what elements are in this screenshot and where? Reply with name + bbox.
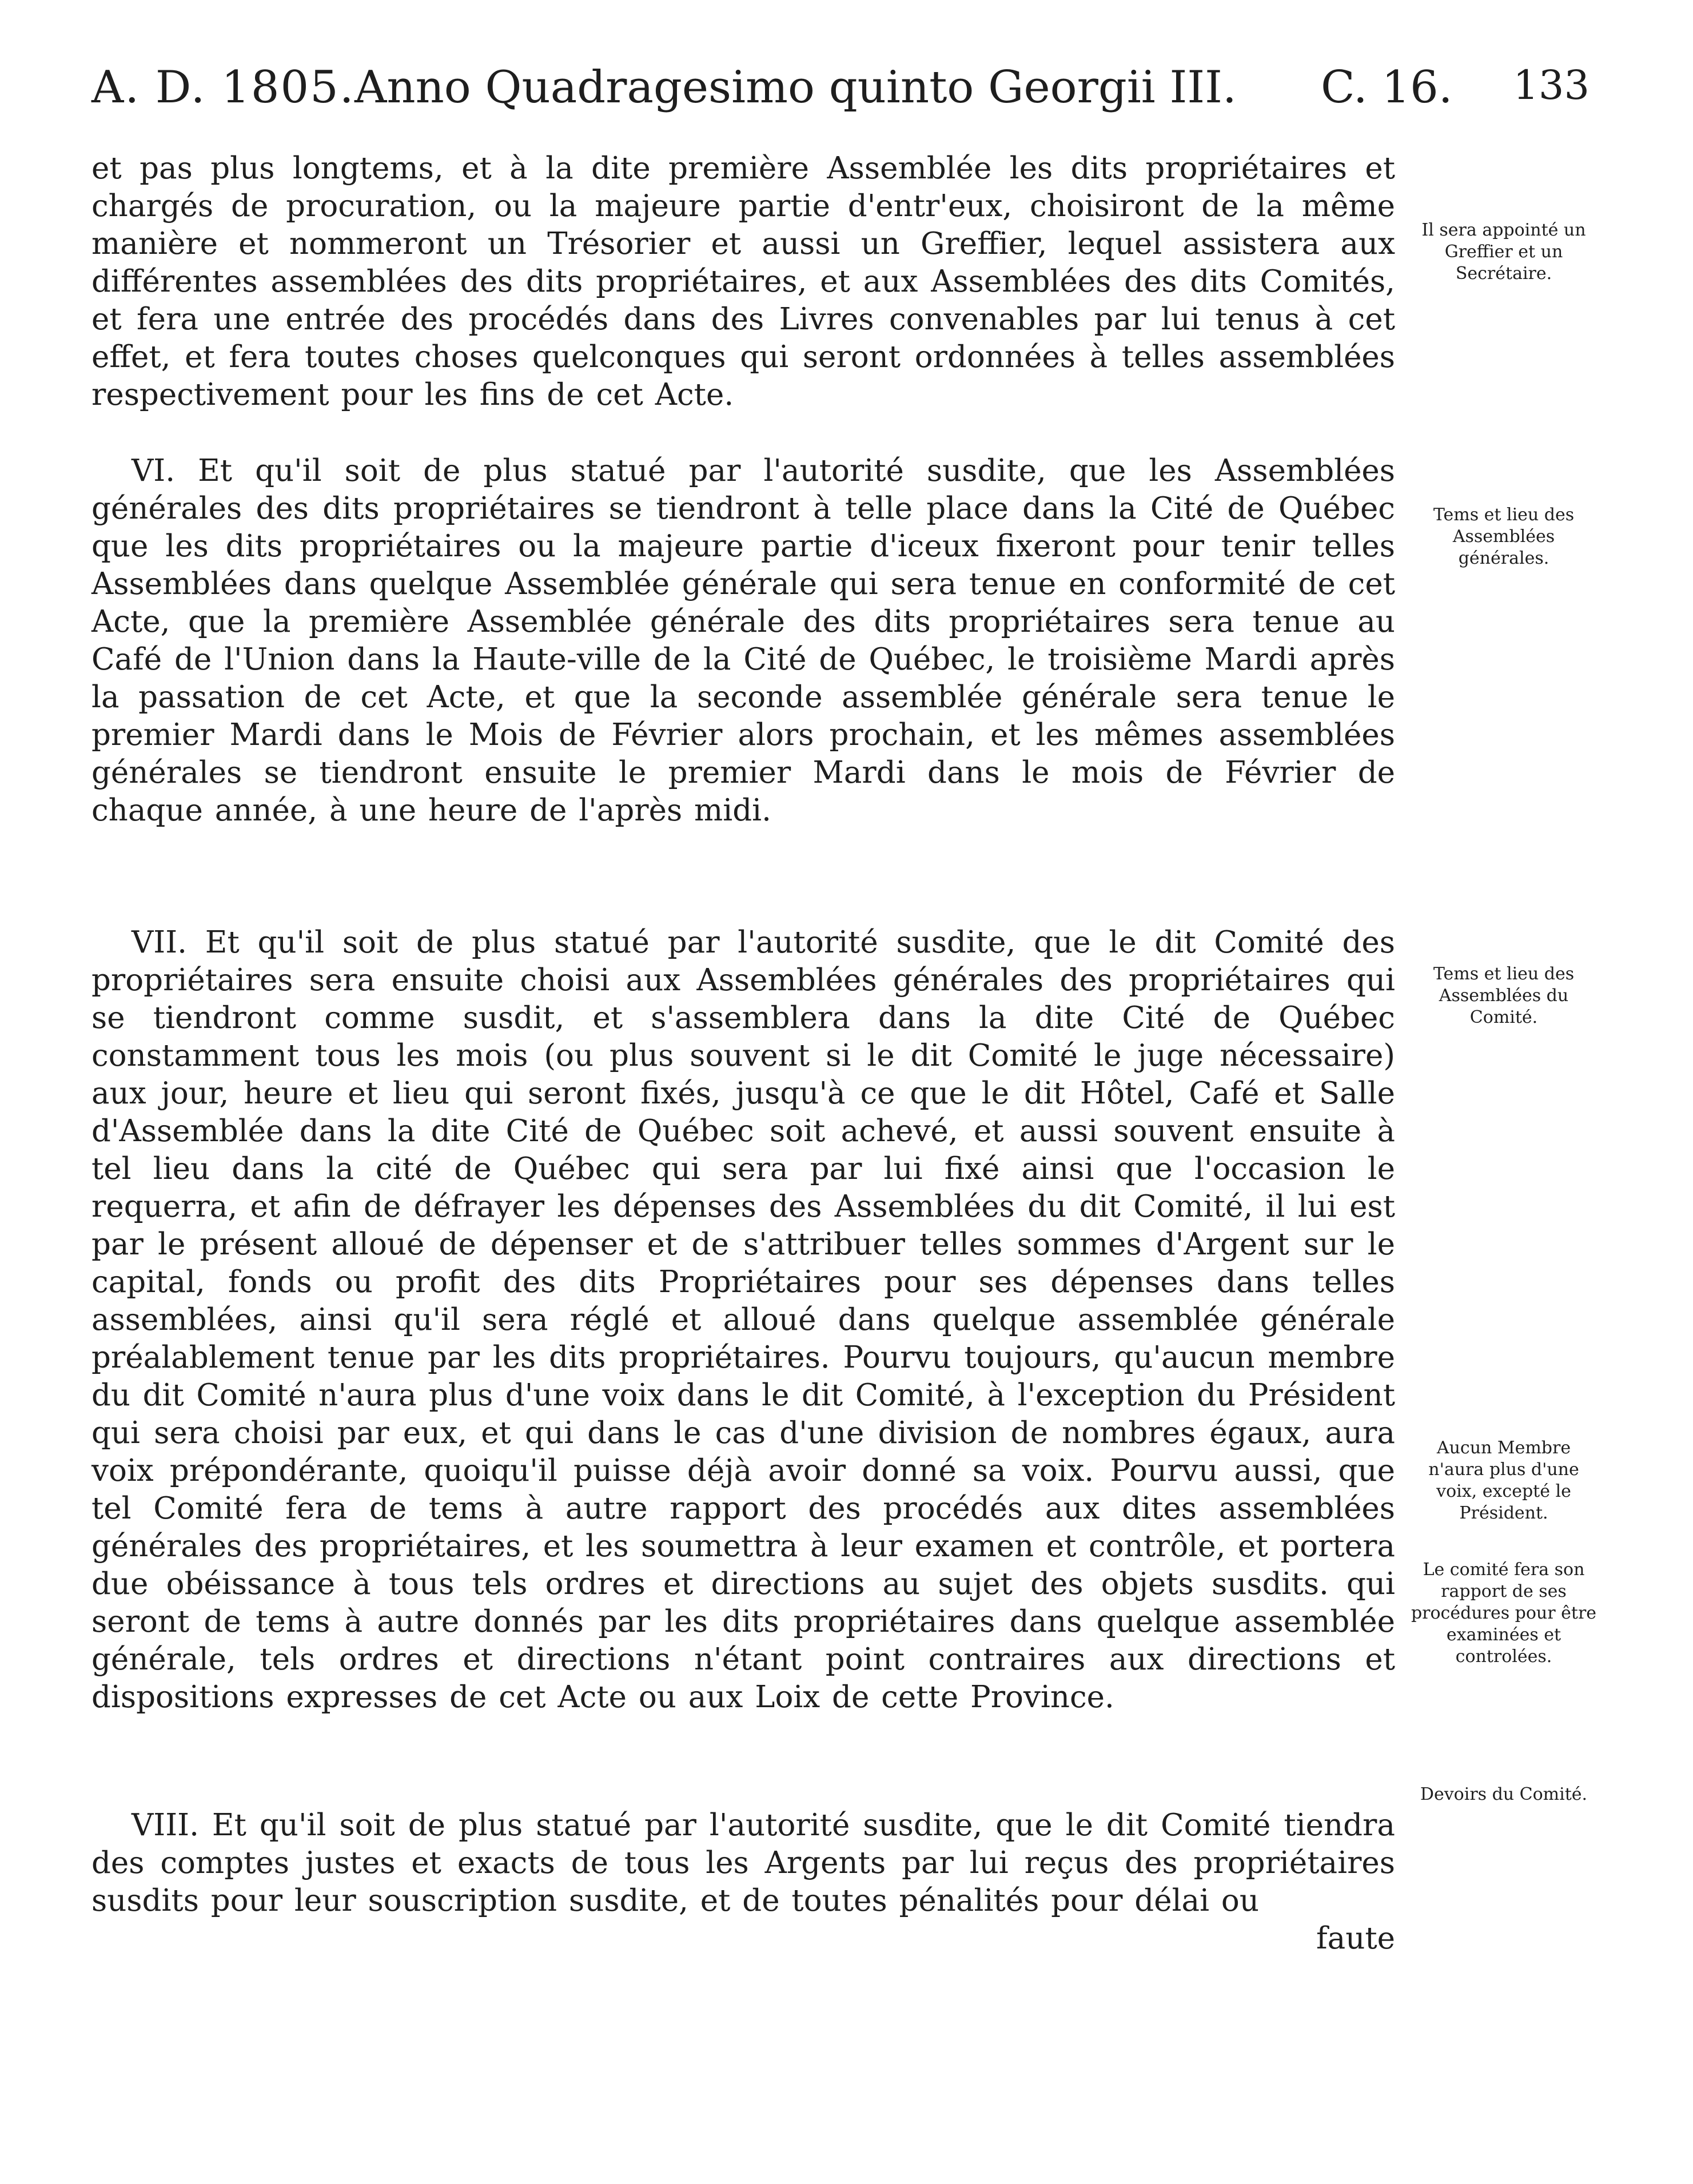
header-chapter: C. 16. <box>1321 62 1453 113</box>
page-number: 133 <box>1513 62 1590 109</box>
section-viii: VIII. Et qu'il soit de plus statué par l'autorité susdite, que le dit Comité tiendra des comptes justes et exacts de tous les Argents par lui reçus des propriétaires susdits pour leur souscription susdite, et de toutes pénalités pour délai ou <box>91 1808 1395 1918</box>
header-title: Anno Quadragesimo quinto Georgii III. <box>354 62 1237 113</box>
paragraph-continued: et pas plus longtems, et à la dite première Assemblée les dits propriétaires et chargés de procuration, ou la majeure partie d'entr'eux, choisiront de la même manière et nommeront un Trésorier et aussi un Greffier, lequel assistera aux différentes assemblées des dits propriétaires, et aux Assemblées des dits Comités, et fera une entrée des procédés dans des Livres convenables par lui tenus à cet effet, et fera toutes choses quelconques qui seront ordonnées à telles assemblées respectivement pour les fins de cet Acte. <box>91 151 1395 412</box>
paragraph-gap <box>91 1716 1395 1807</box>
section-vii: VII. Et qu'il soit de plus statué par l'autorité susdite, que le dit Comité des propriétaires sera ensuite choisi aux Assemblées générales des propriétaires qui se tiendront comme susdit, et s'assemblera dans la dite Cité de Québec constamment tous les mois (ou plus souvent si le dit Comité le juge nécessaire) aux jour, heure et lieu qui seront fixés, jusqu'à ce que le dit Hôtel, Café et Salle d'Assemblée dans la dite Cité de Québec soit achevé, et aussi souvent ensuite à tel lieu dans la cité de Québec qui sera par lui fixé ainsi que l'occasion le requerra, et afin de défrayer les dépenses des Assemblées du dit Comité, il lui est par le présent alloué de dépenser et de s'attribuer telles sommes d'Argent sur le capital, fonds ou profit des dits Propriétaires pour ses dépenses dans telles assemblées, ainsi qu'il sera réglé et alloué dans quelque assemblée générale préalablement tenue par les dits propriétaires. Pourvu toujours, qu'aucun membre du dit Comité n'aura plus d'une voix dans le dit Comité, à l'exception du Président qui sera choisi par eux, et qui dans le cas d'une division de nombres égaux, aura voix prépondérante, quoiqu'il puisse déjà avoir donné sa voix. Pourvu aussi, que tel Comité fera de tems à autre rapport des procédés aux dites assemblées générales des propriétaires, et les soumettra à leur examen et contrôle, et portera due obéissance à tous tels ordres et directions au sujet des objets susdits. qui seront de tems à autre donnés par les dits propriétaires dans quelque assemblée générale, tels ordres et directions n'étant point contraires aux directions et dispositions expresses de cet Acte ou aux Loix de cette Province. <box>91 925 1395 1715</box>
main-text <box>91 150 1395 1958</box>
paragraph-gap <box>91 830 1395 924</box>
margin-note-general-assemblies: Tems et lieu des Assemblées générales. <box>1433 505 1575 568</box>
margin-note-committee-meetings: Tems et lieu des Assemblées du Comité. <box>1433 964 1575 1027</box>
margin-note-committee-duties: Devoirs du Comité. <box>1420 1784 1588 1804</box>
header-year: A. D. 1805. <box>91 62 355 113</box>
catchword: faute <box>1316 1921 1395 1956</box>
section-vi: VI. Et qu'il soit de plus statué par l'autorité susdite, que les Assemblées générales des dits propriétaires se tiendront à telle place dans la Cité de Québec que les dits propriétaires ou la majeure partie d'iceux fixeront pour tenir telles Assemblées dans quelque Assemblée générale qui sera tenue en conformité de cet Acte, que la première Assemblée générale des dits propriétaires sera tenue au Café de l'Union dans la Haute-ville de la Cité de Québec, le troisième Mardi après la passation de cet Acte, et que la seconde assemblée générale sera tenue le premier Mardi dans le Mois de Février alors prochain, et les mêmes assemblées générales se tiendront ensuite le premier Mardi dans le mois de Février de chaque année, à une heure de l'après midi. <box>91 453 1395 828</box>
margin-note-committee-report: Le comité fera son rapport de ses procédures pour être examinées et controlées. <box>1411 1560 1597 1667</box>
paragraph-gap <box>91 414 1395 452</box>
margin-note-one-vote: Aucun Membre n'aura plus d'une voix, excepté le Président. <box>1428 1438 1579 1523</box>
margin-note-greffier: Il sera appointé un Greffier et un Secrétaire. <box>1421 220 1586 284</box>
running-header <box>91 62 1590 130</box>
